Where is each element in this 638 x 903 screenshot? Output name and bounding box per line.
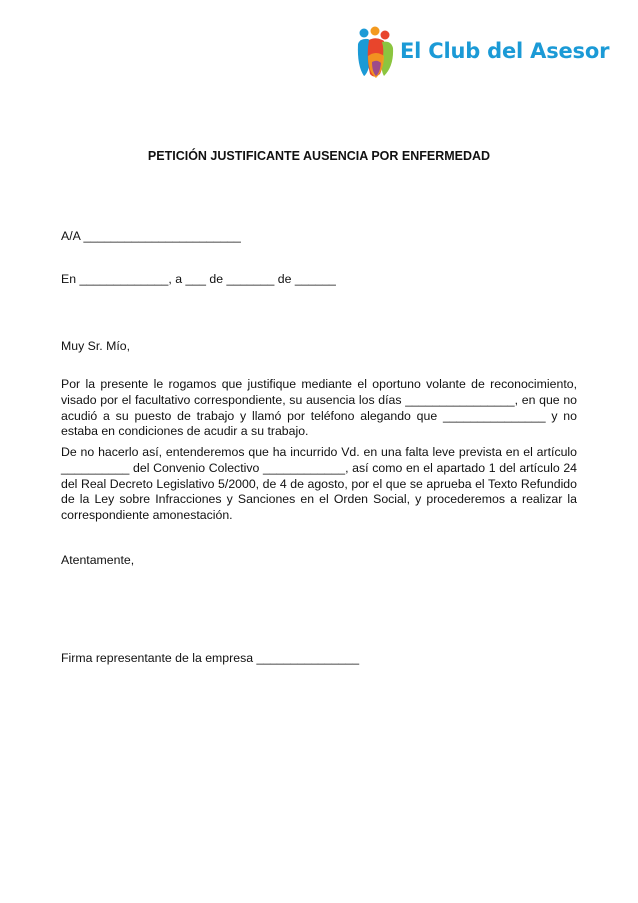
people-logo-icon: [354, 26, 400, 84]
signature-line: Firma representante de la empresa _______________: [61, 651, 360, 665]
paragraph-warning: De no hacerlo así, entenderemos que ha incurrido Vd. en una falta leve prevista en el artículo __________ del Convenio Colectivo ____________, así como en el apartado 1 del artículo 24 del Real Decreto Legislativo 5/2000, de 4 de agosto, por el que se aprueba el Texto Refundido de la Ley sobre Infracciones y Sanciones en el Orden Social, y procederemos a realizar la correspondiente amonestación.: [61, 445, 577, 523]
addressee-line: A/A _______________________: [61, 229, 241, 243]
salutation: Muy Sr. Mío,: [61, 339, 131, 353]
closing: Atentamente,: [61, 553, 135, 567]
document-title: PETICIÓN JUSTIFICANTE AUSENCIA POR ENFERMEDAD: [147, 149, 491, 163]
paragraph-request: Por la presente le rogamos que justifique mediante el oportuno volante de reconocimiento, visado por el facultativo correspondiente, su ausencia los días ________________, en que no acudió a su puesto de trabajo y llamó por teléfono alegando que _______________ y no estaba en condiciones de acudir a su trabajo.: [61, 377, 577, 439]
place-date-line: En _____________, a ___ de _______ de ______: [61, 272, 336, 286]
logo-wordmark: El Club del Asesor: [400, 39, 610, 63]
club-del-asesor-logo: [354, 26, 610, 84]
